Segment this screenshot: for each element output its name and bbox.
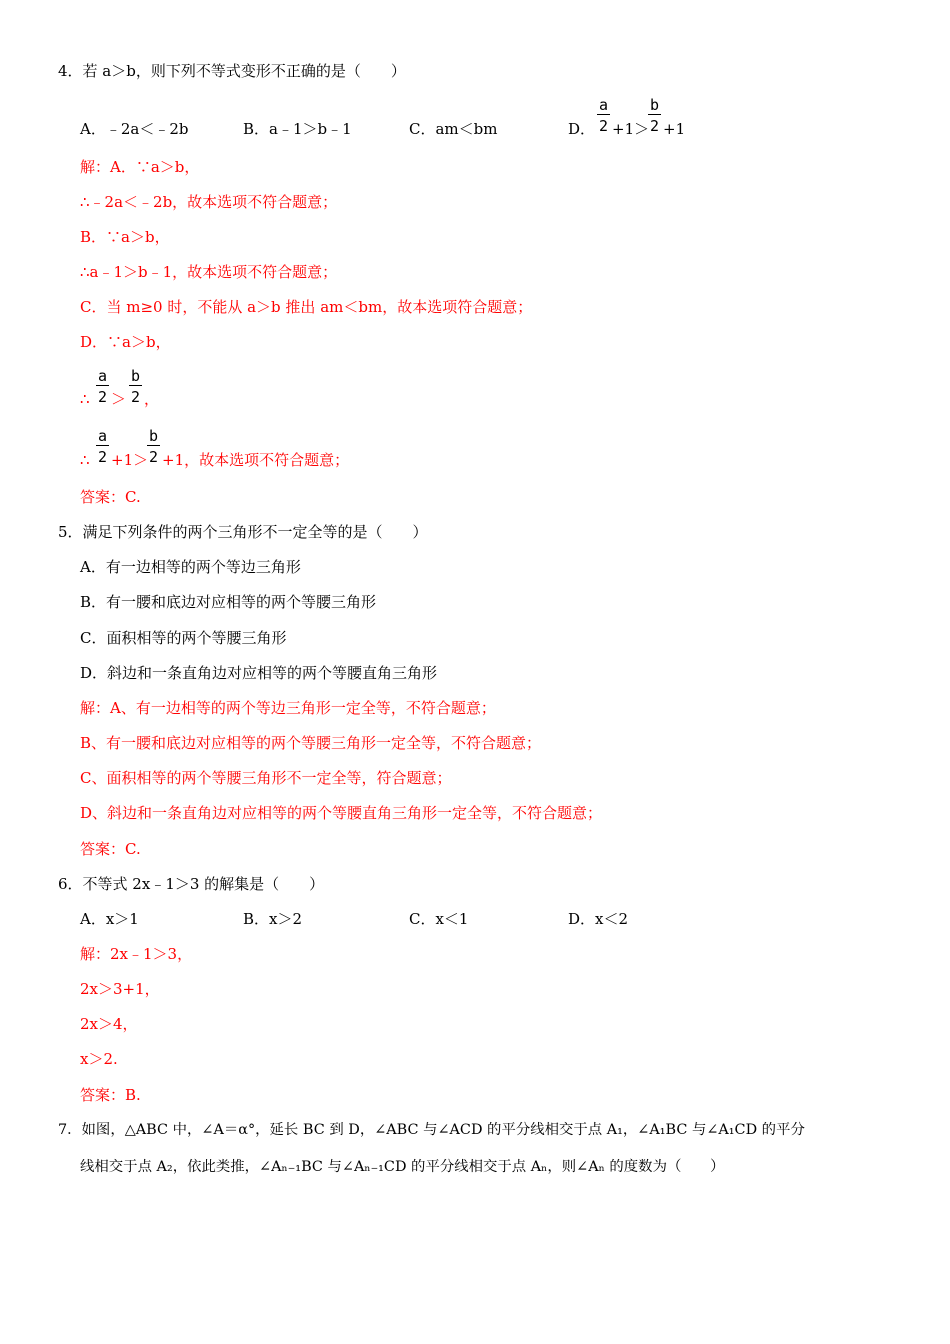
fraction-den-a: 2 [98, 448, 108, 466]
greater-than: ＞ [111, 390, 127, 408]
fraction-bar [648, 114, 661, 115]
comma: ， [144, 390, 160, 408]
q5-solution-line: 解：A、有一边相等的两个等边三角形一定全等，不符合题意； [80, 699, 496, 717]
q5-solution-line: D、斜边和一条直角边对应相等的两个等腰直角三角形一定全等，不符合题意； [80, 804, 603, 822]
q5-option-a: A．有一边相等的两个等边三角形 [80, 558, 301, 576]
q4-solution-line: ∴﹣2a＜﹣2b，故本选项不符合题意； [80, 193, 338, 211]
q5-answer: 答案：C. [80, 840, 141, 858]
q6-solution-line: 2x＞3+1， [80, 980, 160, 998]
q4-option-a: A．﹣2a＜﹣2b [80, 120, 189, 138]
q4-solution-line: C．当 m≥0 时，不能从 a＞b 推出 am＜bm，故本选项符合题意； [80, 298, 533, 316]
q4-option-d-den-a: 2 [599, 117, 609, 135]
fraction-bar [96, 445, 109, 446]
q6-option-b: B．x＞2 [243, 910, 303, 928]
q4-solution-line: B．∵a＞b， [80, 228, 170, 246]
fraction-den-a: 2 [98, 388, 108, 406]
q7-stem-line-2: 线相交于点 A₂，依此类推，∠Aₙ₋₁BC 与∠Aₙ₋₁CD 的平分线相交于点 Aₙ，则∠Aₙ 的度数为（ ） [80, 1159, 725, 1175]
fraction-bar [597, 114, 610, 115]
plus-one-greater: +1＞ [111, 451, 149, 469]
q5-stem: 5．满足下列条件的两个三角形不一定全等的是（ ） [58, 523, 428, 541]
therefore-symbol: ∴ [80, 451, 90, 469]
fraction-bar [129, 385, 142, 386]
q6-solution-line: x＞2. [80, 1050, 118, 1068]
therefore-symbol: ∴ [80, 390, 90, 408]
q4-option-d-label: D． [568, 120, 596, 138]
q5-solution-line: B、有一腰和底边对应相等的两个等腰三角形一定全等，不符合题意； [80, 734, 542, 752]
q4-stem: 4．若 a＞b，则下列不等式变形不正确的是（ ） [58, 62, 406, 80]
q4-solution-line: 解：A．∵a＞b， [80, 158, 200, 176]
q6-option-d: D．x＜2 [568, 910, 629, 928]
q6-solution-line: 2x＞4， [80, 1015, 138, 1033]
q5-solution-line: C、面积相等的两个等腰三角形不一定全等，符合题意； [80, 769, 452, 787]
q6-option-c: C．x＜1 [409, 910, 469, 928]
q4-solution-line: D．∵a＞b， [80, 333, 171, 351]
fraction-bar [147, 445, 160, 446]
q4-option-d-end: +1 [663, 120, 686, 138]
q4-option-d-num-b: b [650, 96, 660, 114]
q4-option-c: C．am＜bm [409, 120, 498, 138]
fraction-num-a: a [98, 427, 108, 445]
fraction-den-b: 2 [149, 448, 159, 466]
q5-option-d: D．斜边和一条直角边对应相等的两个等腰直角三角形 [80, 664, 438, 682]
q4-answer: 答案：C. [80, 488, 141, 506]
solution-conclusion: +1，故本选项不符合题意； [162, 451, 350, 469]
fraction-num-a: a [98, 367, 108, 385]
q4-solution-line: ∴a﹣1＞b﹣1，故本选项不符合题意； [80, 263, 338, 281]
q4-option-d-den-b: 2 [650, 117, 660, 135]
q6-option-a: A．x＞1 [80, 910, 139, 928]
q6-stem: 6．不等式 2x﹣1＞3 的解集是（ ） [58, 875, 325, 893]
fraction-den-b: 2 [131, 388, 141, 406]
q6-answer: 答案：B. [80, 1086, 141, 1104]
fraction-bar [96, 385, 109, 386]
fraction-num-b: b [131, 367, 141, 385]
q4-option-d-mid: +1＞ [612, 120, 650, 138]
q5-option-b: B．有一腰和底边对应相等的两个等腰三角形 [80, 593, 377, 611]
fraction-num-b: b [149, 427, 159, 445]
q4-option-b: B．a﹣1＞b﹣1 [243, 120, 352, 138]
q7-stem-line-1: 7．如图，△ABC 中，∠A＝α°，延长 BC 到 D，∠ABC 与∠ACD 的平分线相交于点 A₁，∠A₁BC 与∠A₁CD 的平分 [58, 1122, 805, 1138]
q4-option-d-num-a: a [599, 96, 609, 114]
q5-option-c: C．面积相等的两个等腰三角形 [80, 629, 287, 647]
q6-solution-line: 解：2x﹣1＞3， [80, 945, 193, 963]
